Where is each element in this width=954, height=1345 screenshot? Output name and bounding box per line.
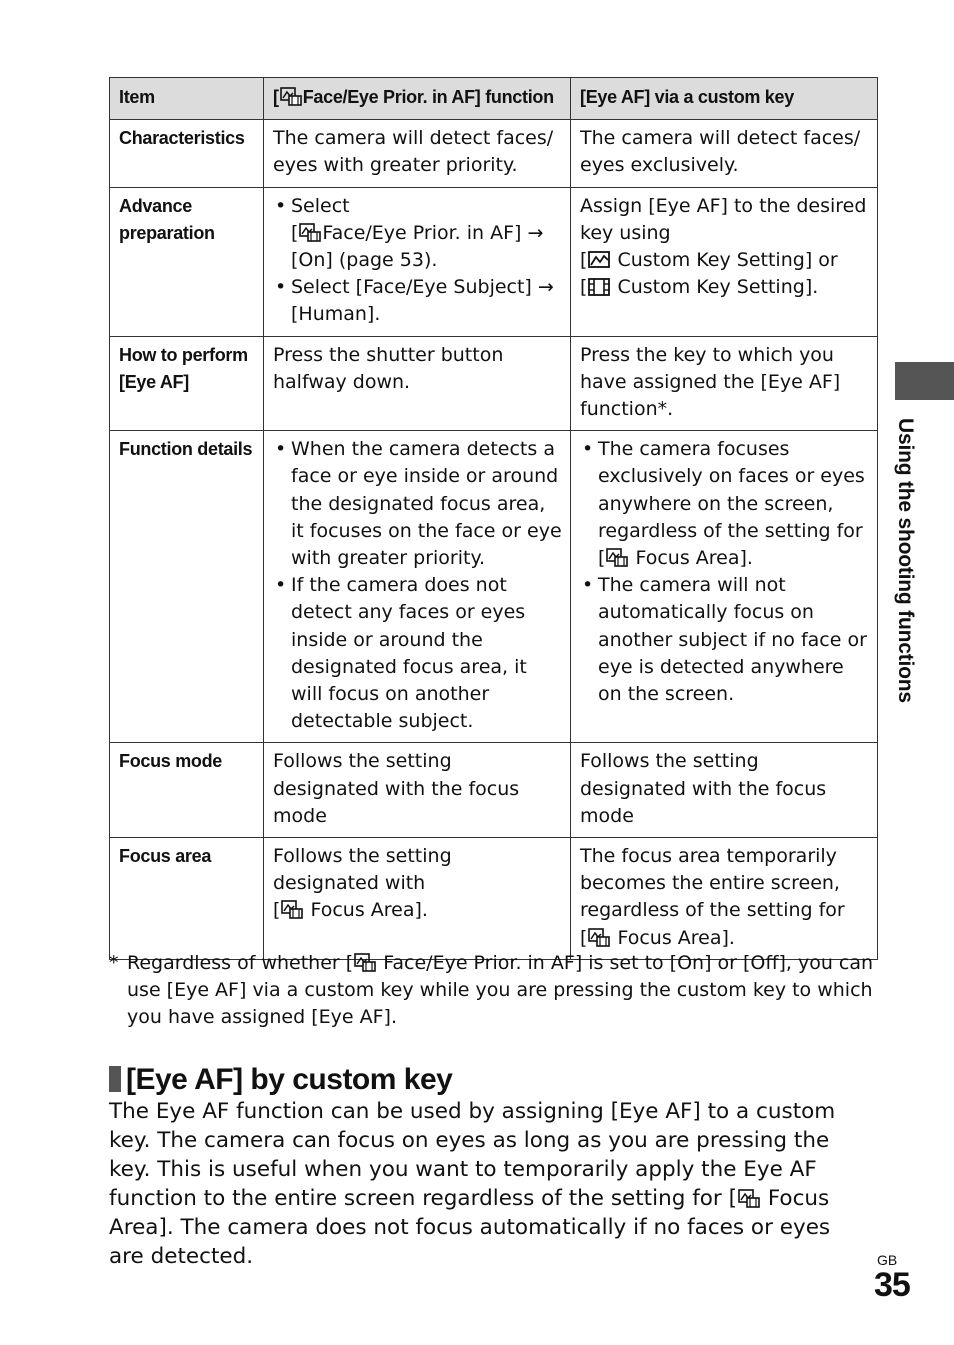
list-text: Focus Area]. xyxy=(635,547,753,570)
comparison-table xyxy=(109,77,878,960)
cell-eye xyxy=(571,187,878,336)
photo-movie-icon xyxy=(280,87,302,106)
cell-face: Follows the setting designated with the focus mode xyxy=(264,743,571,838)
row-label-how-to-perform: How to perform [Eye AF] xyxy=(110,336,264,431)
list-text: The camera focuses exclusively on faces or eyes anywhere on the screen, regardless of the setting for xyxy=(598,438,865,542)
row-label-function-details: Function details xyxy=(110,431,264,743)
row-label-focus-area: Focus area xyxy=(110,838,264,960)
table-row xyxy=(110,336,878,431)
page-number: 35 xyxy=(874,1266,910,1304)
cell-face xyxy=(264,838,571,960)
header-eye-af-custom-key: [Eye AF] via a custom key xyxy=(571,78,878,120)
region-code: GB xyxy=(877,1252,898,1268)
photo-icon xyxy=(588,250,610,269)
footnote-text-a: Regardless of whether [ xyxy=(127,952,354,974)
cell-text: The focus area temporarily becomes the entire screen, regardless of the setting for xyxy=(580,845,845,922)
bracket-text: [ xyxy=(273,87,279,107)
bracket-text: [ xyxy=(580,249,588,272)
photo-movie-icon xyxy=(588,928,610,947)
bracket-text: [ xyxy=(598,547,606,570)
photo-movie-icon xyxy=(299,223,321,242)
heading-bar xyxy=(109,1066,121,1092)
cell-eye: The camera will detect faces/ eyes exclusively. xyxy=(571,120,878,187)
footnote-text xyxy=(109,950,879,1031)
cell-text: Custom Key Setting] or xyxy=(617,249,838,272)
list-item: • If the camera does not detect any faces or eyes inside or around the designated focus area, it will focus on another detectable subject. xyxy=(273,572,562,735)
chapter-tab xyxy=(895,362,954,400)
cell-text: Custom Key Setting]. xyxy=(617,276,819,299)
table-row xyxy=(110,838,878,960)
cell-eye: Follows the setting designated with the focus mode xyxy=(571,743,878,838)
header-face-eye-prior xyxy=(264,78,571,120)
row-label-advance-preparation: Advance preparation xyxy=(110,187,264,336)
body-paragraph xyxy=(109,1097,869,1271)
footnote-text-b: Face/Eye Prior. in AF] is set to [On] or [Off], you can use [Eye AF] via a custom key while you are pressing the custom key to which you have assigned [Eye AF]. xyxy=(127,952,874,1028)
cell-text: Focus Area]. xyxy=(617,926,735,949)
list-item: • When the camera detects a face or eye inside or around the designated focus area, it focuses on the face or eye with greater priority. xyxy=(273,436,562,572)
bracket-text: [ xyxy=(580,276,588,299)
bracket-text: [ xyxy=(273,899,281,922)
photo-movie-icon xyxy=(606,548,628,567)
table-header-row xyxy=(110,78,878,120)
table-row xyxy=(110,120,878,187)
table-row xyxy=(110,743,878,838)
cell-face xyxy=(264,431,571,743)
movie-icon xyxy=(588,277,610,296)
para-text-a: The Eye AF function can be used by assigning [Eye AF] to a custom key. The camera can focus on eyes as long as you are pressing the key. This is useful when you want to temporarily apply the Eye AF function to the entire screen regardless of the setting for [ xyxy=(109,1099,836,1211)
list-item xyxy=(273,193,562,275)
para-text-b: Focus Area]. The camera does not focus automatically if no faces or eyes are detected. xyxy=(109,1186,831,1269)
header-item: Item xyxy=(110,78,264,120)
cell-text: Follows the setting designated with xyxy=(273,845,452,895)
photo-movie-icon xyxy=(738,1189,760,1208)
bracket-text: [ xyxy=(580,926,588,949)
section-title-text: [Eye AF] by custom key xyxy=(126,1063,453,1096)
footnote xyxy=(109,950,879,1031)
list-item: • The camera will not automatically focus on another subject if no face or eye is detected anywhere on the screen. xyxy=(580,572,869,708)
cell-text: Focus Area]. xyxy=(310,899,428,922)
bracket-text: [ xyxy=(291,221,299,244)
list-text: Face/Eye Prior. in AF] → [On] (page 53). xyxy=(291,221,544,272)
section-heading xyxy=(109,1060,452,1100)
cell-face: Press the shutter button halfway down. xyxy=(264,336,571,431)
row-label-characteristics: Characteristics xyxy=(110,120,264,187)
table-row xyxy=(110,187,878,336)
list-item: • Select [Face/Eye Subject] → [Human]. xyxy=(273,274,562,328)
photo-movie-icon xyxy=(354,953,376,972)
cell-eye xyxy=(571,838,878,960)
cell-text: Assign [Eye AF] to the desired key using xyxy=(580,194,867,244)
header-face-text: Face/Eye Prior. in AF] function xyxy=(302,87,554,107)
row-label-focus-mode: Focus mode xyxy=(110,743,264,838)
list-text: Select xyxy=(291,194,350,217)
footnote-marker: * xyxy=(109,952,119,974)
cell-eye xyxy=(571,431,878,743)
cell-eye: Press the key to which you have assigned the [Eye AF] function*. xyxy=(571,336,878,431)
list-item xyxy=(580,436,869,572)
table-row xyxy=(110,431,878,743)
chapter-label: Using the shooting functions xyxy=(894,418,917,703)
cell-face xyxy=(264,187,571,336)
cell-face: The camera will detect faces/ eyes with greater priority. xyxy=(264,120,571,187)
photo-movie-icon xyxy=(281,900,303,919)
